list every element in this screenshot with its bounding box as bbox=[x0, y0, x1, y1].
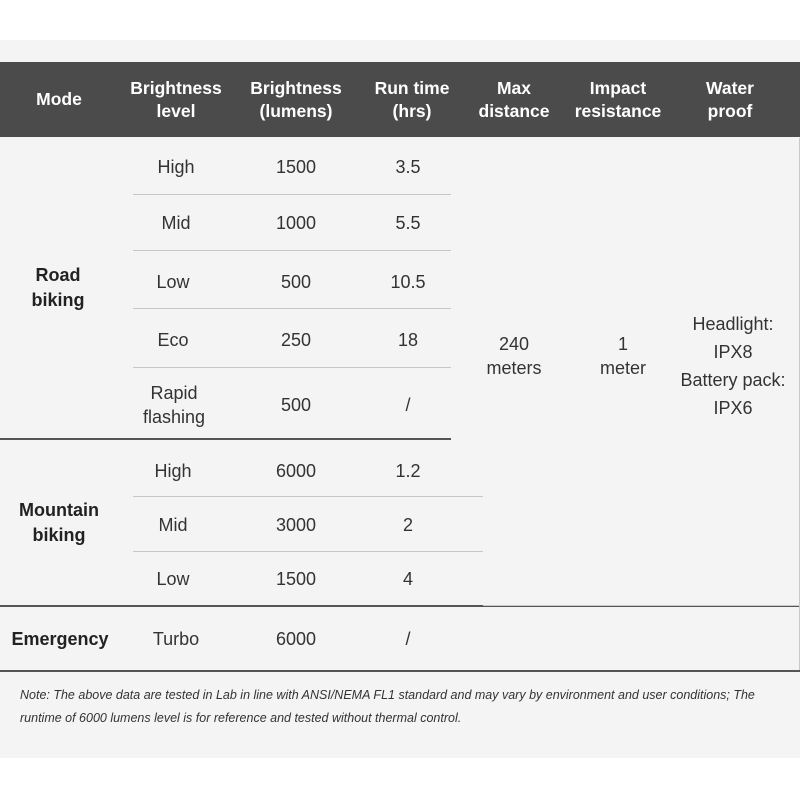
row-divider bbox=[133, 496, 483, 497]
lumens-cell: 1000 bbox=[275, 213, 317, 233]
table-bottom-rule bbox=[0, 670, 800, 672]
lumens-cell: 1500 bbox=[275, 569, 317, 589]
level-cell: Mid bbox=[161, 213, 191, 233]
level-cell: Turbo bbox=[152, 629, 200, 649]
row-divider bbox=[133, 367, 451, 368]
level-cell: High bbox=[157, 157, 195, 177]
level-cell: High bbox=[154, 461, 192, 481]
lumens-cell: 500 bbox=[280, 395, 312, 415]
lumens-cell: 6000 bbox=[275, 461, 317, 481]
mode-mountain-biking: Mountain biking bbox=[19, 500, 99, 545]
header-brightness-lumens: Brightness (lumens) bbox=[250, 77, 342, 121]
shared-section-rule bbox=[483, 605, 800, 606]
header-impact-resistance: Impact resistance bbox=[574, 77, 662, 121]
max-distance-value: 240 meters bbox=[486, 334, 542, 378]
mode-emergency: Emergency bbox=[11, 628, 109, 649]
lumens-cell: 250 bbox=[280, 330, 312, 350]
table-header bbox=[0, 62, 800, 137]
runtime-cell: 2 bbox=[402, 515, 413, 535]
header-waterproof: Water proof bbox=[706, 77, 754, 121]
header-max-distance: Max distance bbox=[478, 77, 550, 121]
level-cell: Mid bbox=[158, 515, 188, 535]
impact-resistance-value: 1 meter bbox=[599, 334, 646, 378]
waterproof-value: Headlight: IPX8 Battery pack: IPX6 bbox=[680, 314, 786, 418]
level-cell: Low bbox=[156, 272, 190, 292]
runtime-cell: 4 bbox=[402, 569, 413, 589]
runtime-cell: 18 bbox=[397, 330, 419, 350]
lumens-cell: 500 bbox=[280, 272, 312, 292]
footnote: Note: The above data are tested in Lab in line with ANSI/NEMA FL1 standard and may vary by environment and user conditions; The runtime of 6000 lumens level is for reference and tested without thermal control. bbox=[20, 688, 755, 725]
runtime-cell: 5.5 bbox=[395, 213, 421, 233]
level-cell: Eco bbox=[157, 330, 189, 350]
header-mode: Mode bbox=[36, 89, 82, 109]
header-brightness-level: Brightness level bbox=[130, 77, 222, 121]
row-divider bbox=[133, 250, 451, 251]
lumens-cell: 6000 bbox=[275, 629, 317, 649]
runtime-cell: 3.5 bbox=[395, 157, 421, 177]
level-cell: Rapid flashing bbox=[142, 383, 206, 427]
row-divider bbox=[133, 194, 451, 195]
level-cell: Low bbox=[156, 569, 190, 589]
lumens-cell: 1500 bbox=[275, 157, 317, 177]
header-run-time: Run time (hrs) bbox=[374, 77, 450, 121]
runtime-cell: / bbox=[405, 629, 411, 649]
row-divider bbox=[133, 308, 451, 309]
runtime-cell: / bbox=[405, 395, 411, 415]
lumens-cell: 3000 bbox=[275, 515, 317, 535]
runtime-cell: 1.2 bbox=[395, 461, 421, 481]
mode-road-biking: Road biking bbox=[31, 265, 85, 310]
runtime-cell: 10.5 bbox=[390, 272, 426, 292]
